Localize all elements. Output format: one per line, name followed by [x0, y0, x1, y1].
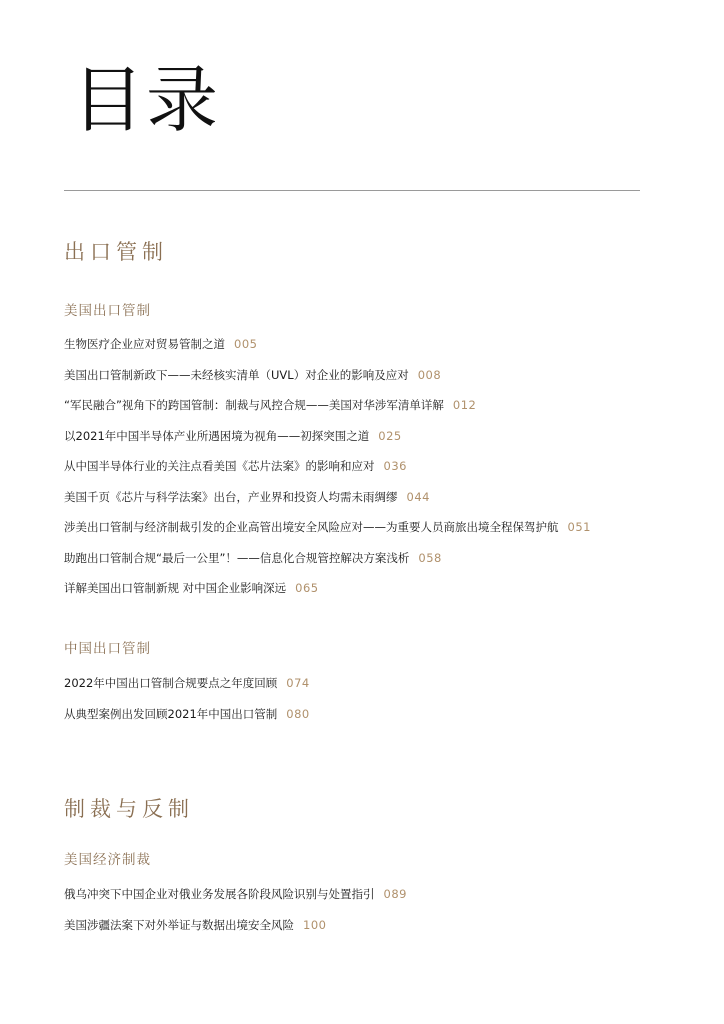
- toc-entry-title: 俄乌冲突下中国企业对俄业务发展各阶段风险识别与处置指引: [64, 887, 375, 901]
- toc-entry-title: 美国出口管制新政下——未经核实清单（UVL）对企业的影响及应对: [64, 367, 409, 382]
- toc-entry-title: 从典型案例出发回顾2021年中国出口管制: [64, 706, 278, 721]
- toc-entry-page: 074: [286, 676, 310, 690]
- subsection-heading: 美国经济制裁: [64, 852, 151, 868]
- toc-entry[interactable]: [64, 489, 664, 505]
- section-export-control: [64, 238, 664, 722]
- toc-list: [64, 886, 664, 933]
- toc-entry-title: 以2021年中国半导体产业所遇困境为视角——初探突围之道: [64, 428, 370, 443]
- toc-entry-title: 生物医疗企业应对贸易管制之道: [64, 337, 225, 351]
- toc-entry[interactable]: [64, 706, 664, 722]
- toc-entry[interactable]: [64, 519, 664, 535]
- toc-entry[interactable]: [64, 428, 664, 444]
- section-sanctions-countermeasures: [64, 795, 664, 933]
- toc-entry-title: 美国涉疆法案下对外举证与数据出境安全风险: [64, 917, 294, 932]
- section-heading: 出口管制: [64, 240, 168, 264]
- toc-entry[interactable]: [64, 336, 664, 352]
- toc-entry-title: 涉美出口管制与经济制裁引发的企业高管出境安全风险应对——为重要人员商旅出境全程保驾护航: [64, 520, 559, 534]
- title-divider: [64, 190, 640, 191]
- toc-entry-title: 从中国半导体行业的关注点看美国《芯片法案》的影响和应对: [64, 459, 375, 473]
- toc-list: [64, 675, 664, 722]
- page-title: 目录: [72, 58, 221, 142]
- toc-entry-page: 025: [378, 428, 402, 443]
- toc-entry[interactable]: [64, 886, 664, 902]
- toc-list: [64, 336, 664, 596]
- toc-entry-page: 036: [383, 459, 407, 473]
- toc-entry-page: 044: [406, 489, 430, 504]
- toc-entry-page: 058: [418, 550, 442, 565]
- toc-entry-title: 美国千页《芯片与科学法案》出台，产业界和投资人均需未雨绸缪: [64, 489, 398, 504]
- subsection-china-export-control: [64, 639, 664, 722]
- toc-entry-page: 089: [383, 887, 407, 901]
- subsection-us-economic-sanctions: [64, 850, 664, 933]
- toc-entry[interactable]: [64, 458, 664, 474]
- toc-entry-title: “军民融合”视角下的跨国管制：制裁与风控合规——美国对华涉军清单详解: [64, 398, 444, 412]
- toc-entry[interactable]: [64, 367, 664, 383]
- toc-entry-page: 100: [303, 917, 327, 932]
- toc-entry-title: 2022年中国出口管制合规要点之年度回顾: [64, 676, 278, 690]
- toc-entry-page: 080: [286, 706, 310, 721]
- subsection-us-export-control: [64, 301, 664, 596]
- toc-entry[interactable]: [64, 550, 664, 566]
- subsection-heading: 中国出口管制: [64, 641, 151, 657]
- toc-entry-page: 051: [567, 520, 591, 534]
- section-heading: 制裁与反制: [64, 797, 194, 821]
- toc-entry-page: 005: [234, 337, 258, 351]
- toc-entry-page: 008: [417, 367, 442, 382]
- toc-entry-title: 助跑出口管制合规“最后一公里”！——信息化合规管控解决方案浅析: [64, 550, 410, 565]
- toc-entry[interactable]: [64, 675, 664, 691]
- toc-entry[interactable]: [64, 917, 664, 933]
- subsection-heading: 美国出口管制: [64, 303, 151, 319]
- toc-entry-title: 详解美国出口管制新规 对中国企业影响深远: [64, 581, 287, 595]
- toc-entry[interactable]: [64, 397, 664, 413]
- toc-entry-page: 012: [452, 398, 477, 412]
- toc-entry-page: 065: [295, 581, 319, 595]
- toc-entry[interactable]: [64, 580, 664, 596]
